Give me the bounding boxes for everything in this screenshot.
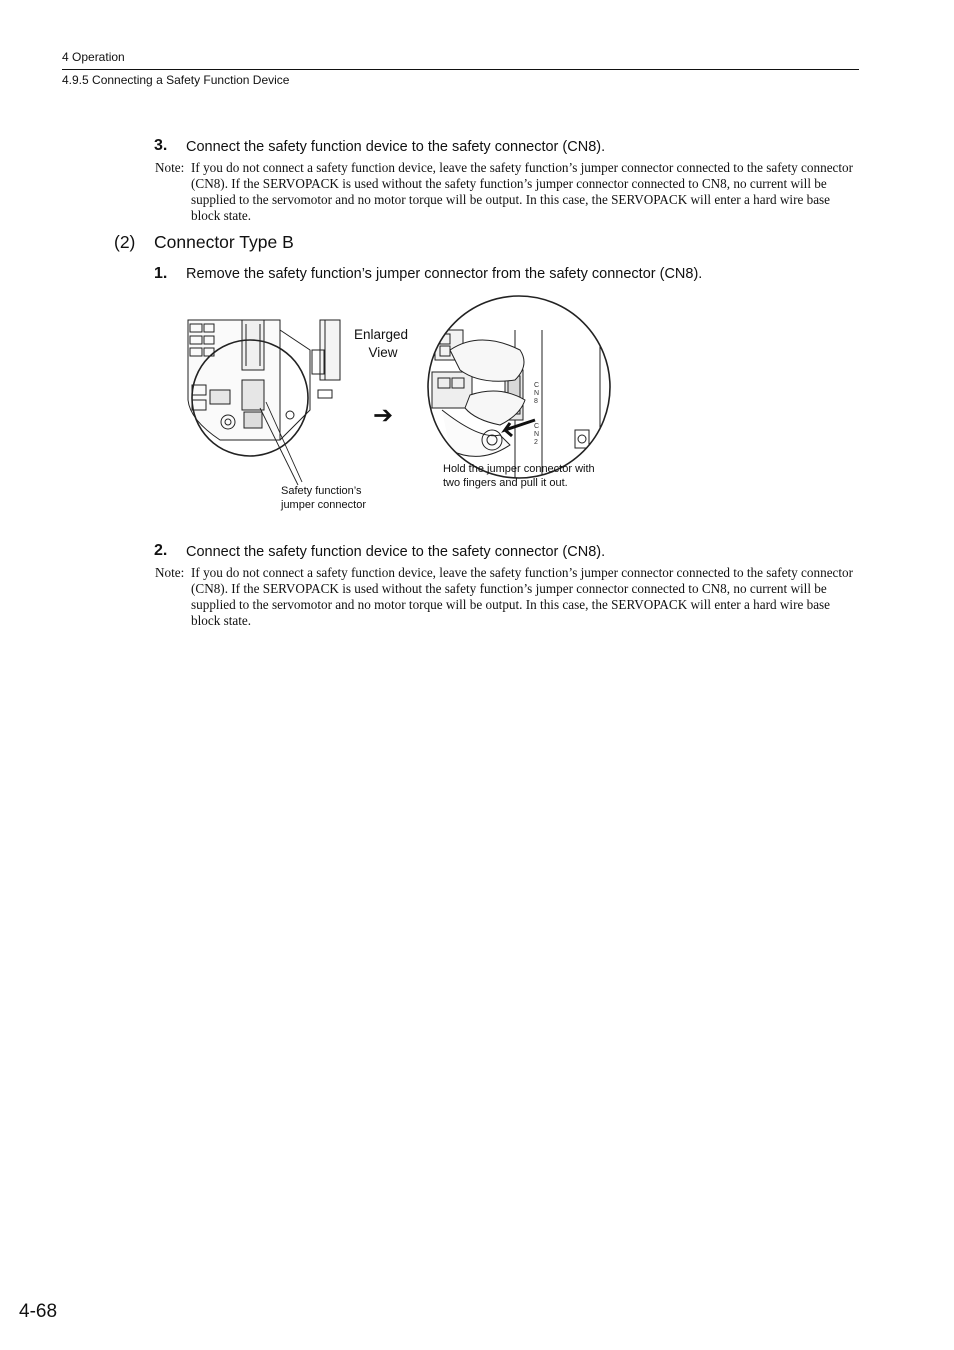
section-number: (2) <box>114 232 136 252</box>
step-3-number: 3. <box>154 137 168 154</box>
step-1-text: Remove the safety function’s jumper connector from the safety connector (CN8). <box>186 266 703 282</box>
enlarged-label-2: View <box>368 345 398 360</box>
svg-text:N: N <box>534 390 540 397</box>
step-2-number: 2. <box>154 542 168 559</box>
step-3-note <box>155 160 860 224</box>
note-label: Note: <box>155 565 185 580</box>
step-3-text: Connect the safety function device to the safety connector (CN8). <box>186 139 606 155</box>
step-2-text: Connect the safety function device to the safety connector (CN8). <box>186 544 606 560</box>
enlarged-label-1: Enlarged <box>353 327 409 342</box>
svg-text:2: 2 <box>534 439 538 446</box>
header-rule <box>62 69 859 70</box>
svg-text:N: N <box>534 431 540 438</box>
section-title: Connector Type B <box>154 232 294 252</box>
svg-text:C: C <box>534 382 540 389</box>
callout-jumper-connector: Safety function’s jumper connector <box>281 485 366 511</box>
step-1-number: 1. <box>154 265 168 282</box>
arrow-icon: ➔ <box>373 402 394 429</box>
svg-text:C: C <box>534 423 540 430</box>
jumper-removal-figure <box>180 290 620 520</box>
note-label: Note: <box>155 160 185 175</box>
callout-pull-instruction: Hold the jumper connector with two fingers and pull it out. <box>443 463 595 489</box>
page-number: 4-68 <box>19 1301 58 1322</box>
header-chapter: 4 Operation <box>62 50 125 64</box>
step-2-note <box>155 565 860 629</box>
note-text: If you do not connect a safety function device, leave the safety function’s jumper connector connected to the safety connector (CN8). If the SERVOPACK is used without the safety function’s jumper connector connected to CN8, no current will be supplied to the servomotor and no motor torque will be output. In this case, the SERVOPACK will enter a hard wire base block state. <box>191 160 854 223</box>
note-text: If you do not connect a safety function device, leave the safety function’s jumper connector connected to the safety connector (CN8). If the SERVOPACK is used without the safety function’s jumper connector connected to CN8, no current will be supplied to the servomotor and no motor torque will be output. In this case, the SERVOPACK will enter a hard wire base block state. <box>191 565 854 628</box>
svg-text:8: 8 <box>534 398 538 405</box>
header-section: 4.9.5 Connecting a Safety Function Device <box>62 73 290 87</box>
